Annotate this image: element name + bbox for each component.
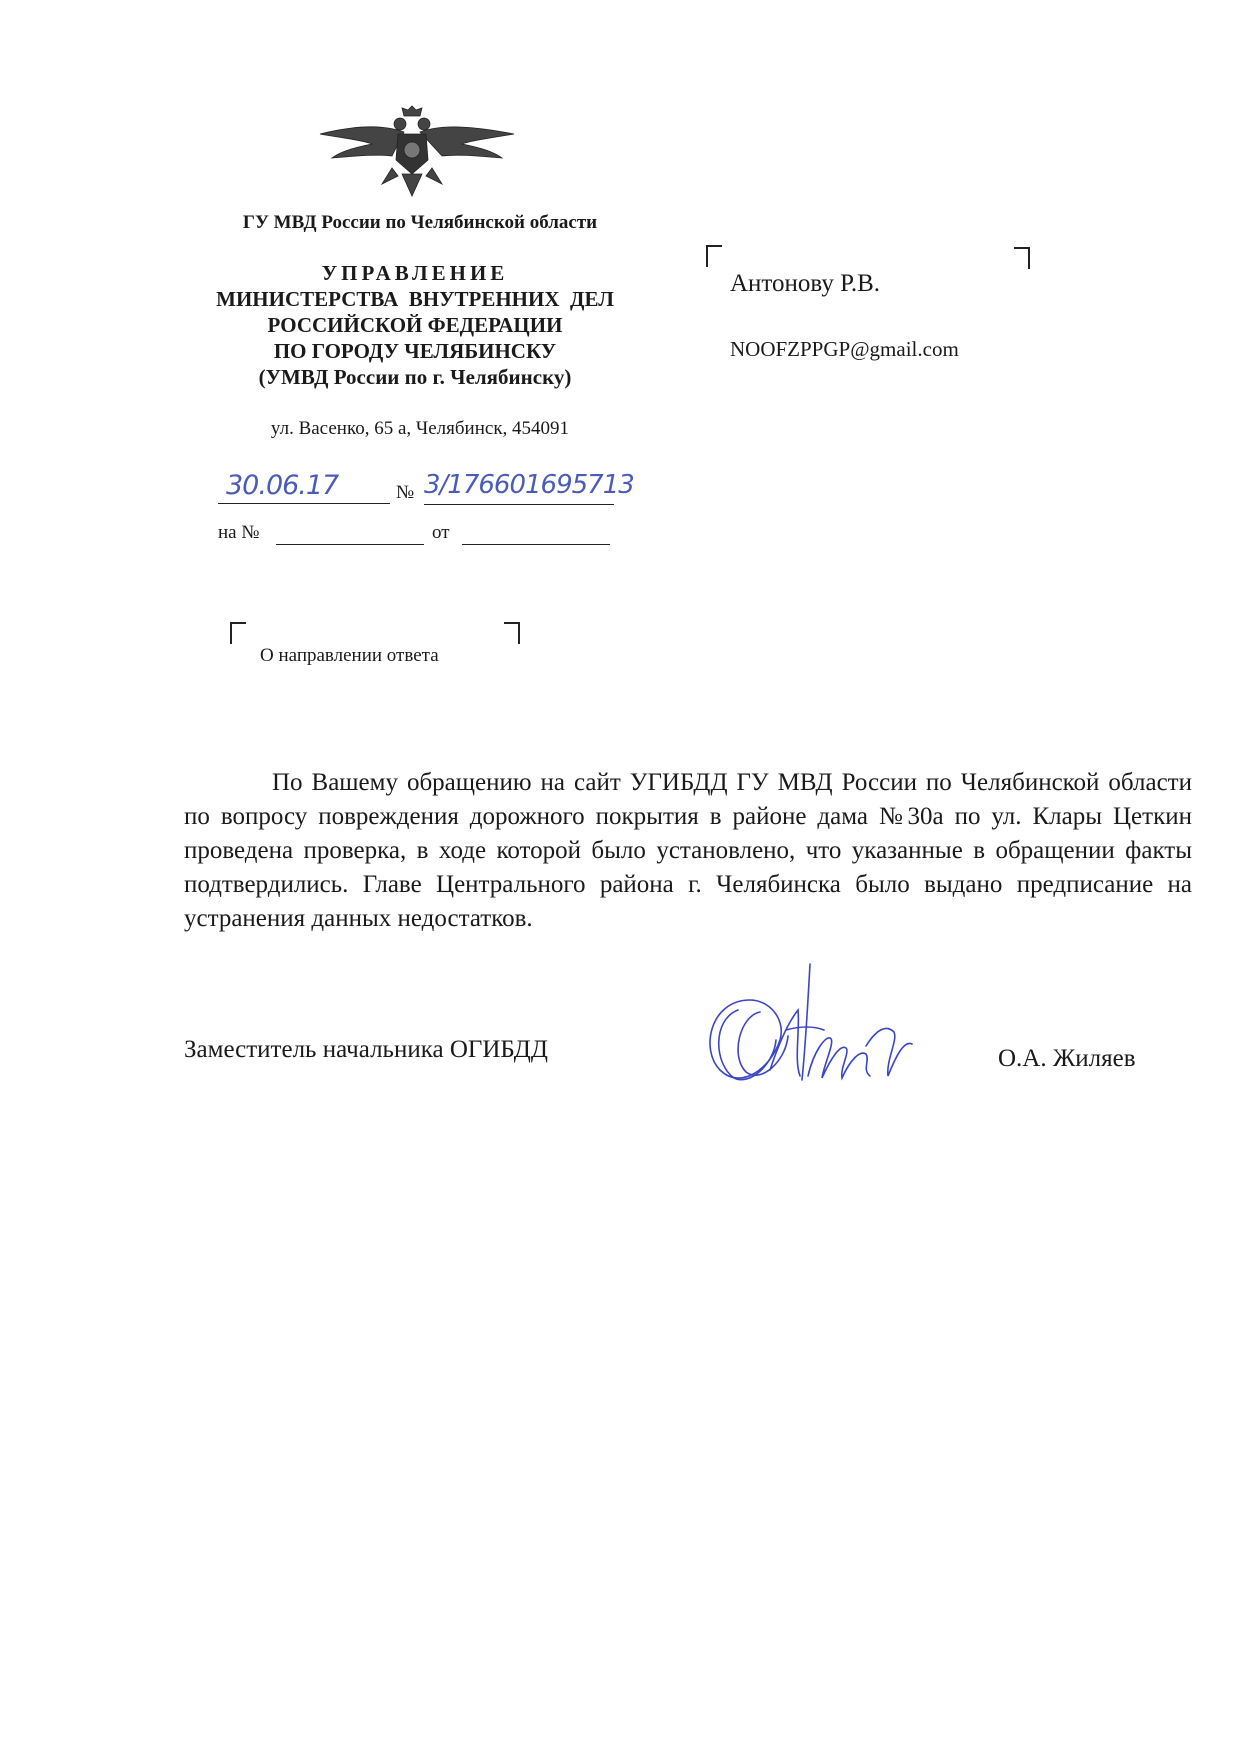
outgoing-reference bbox=[218, 470, 678, 510]
from-label: от bbox=[432, 522, 450, 543]
outgoing-number: 3/176601695713 bbox=[424, 470, 614, 505]
handwritten-signature bbox=[690, 960, 930, 1100]
recipient-name: Антонову Р.В. bbox=[730, 270, 881, 297]
in-reply-label: на № bbox=[218, 522, 260, 543]
letter-body: По Вашему обращению на сайт УГИБДД ГУ МВД России по Челябинской области по вопросу повреждения дорожного покрытия в районе дама №30а по ул. Клары Цеткин проведена проверка, в ходе которой было установлено, что указанные в обращении факты подтвердились. Главе Центрального района г. Челябинска было выдано предписание на устранения данных недостатков. bbox=[184, 769, 1192, 932]
subject-corner-left bbox=[230, 622, 246, 644]
recipient-email: NOOFZPPGP@gmail.com bbox=[730, 337, 959, 361]
double-headed-eagle-emblem bbox=[312, 104, 522, 204]
outgoing-date: 30.06.17 bbox=[218, 470, 390, 504]
department-name bbox=[170, 260, 660, 390]
subject-corner-right bbox=[504, 622, 520, 644]
recipient-corner-right bbox=[1014, 247, 1030, 269]
department-line: ПО ГОРОДУ ЧЕЛЯБИНСКУ bbox=[273, 339, 557, 363]
department-address: ул. Васенко, 65 а, Челябинск, 454091 bbox=[270, 418, 570, 439]
number-label: № bbox=[396, 482, 415, 503]
department-line: МИНИСТЕРСТВА ВНУТРЕННИХ ДЕЛ bbox=[216, 287, 614, 311]
in-reply-number-blank bbox=[276, 544, 424, 545]
department-line: (УМВД России по г. Челябинску) bbox=[258, 365, 572, 389]
in-reply-reference bbox=[218, 520, 648, 550]
department-line: УПРАВЛЕНИЕ bbox=[321, 261, 509, 285]
department-line: РОССИЙСКОЙ ФЕДЕРАЦИИ bbox=[267, 313, 563, 337]
signer-name: О.А. Жиляев bbox=[998, 1045, 1136, 1072]
ministry-subdivision: ГУ МВД России по Челябинской области bbox=[242, 212, 598, 233]
in-reply-date-blank bbox=[462, 544, 610, 545]
letter-subject: О направлении ответа bbox=[260, 645, 439, 666]
signer-title: Заместитель начальника ОГИБДД bbox=[184, 1036, 548, 1063]
recipient-corner-left bbox=[706, 245, 722, 267]
